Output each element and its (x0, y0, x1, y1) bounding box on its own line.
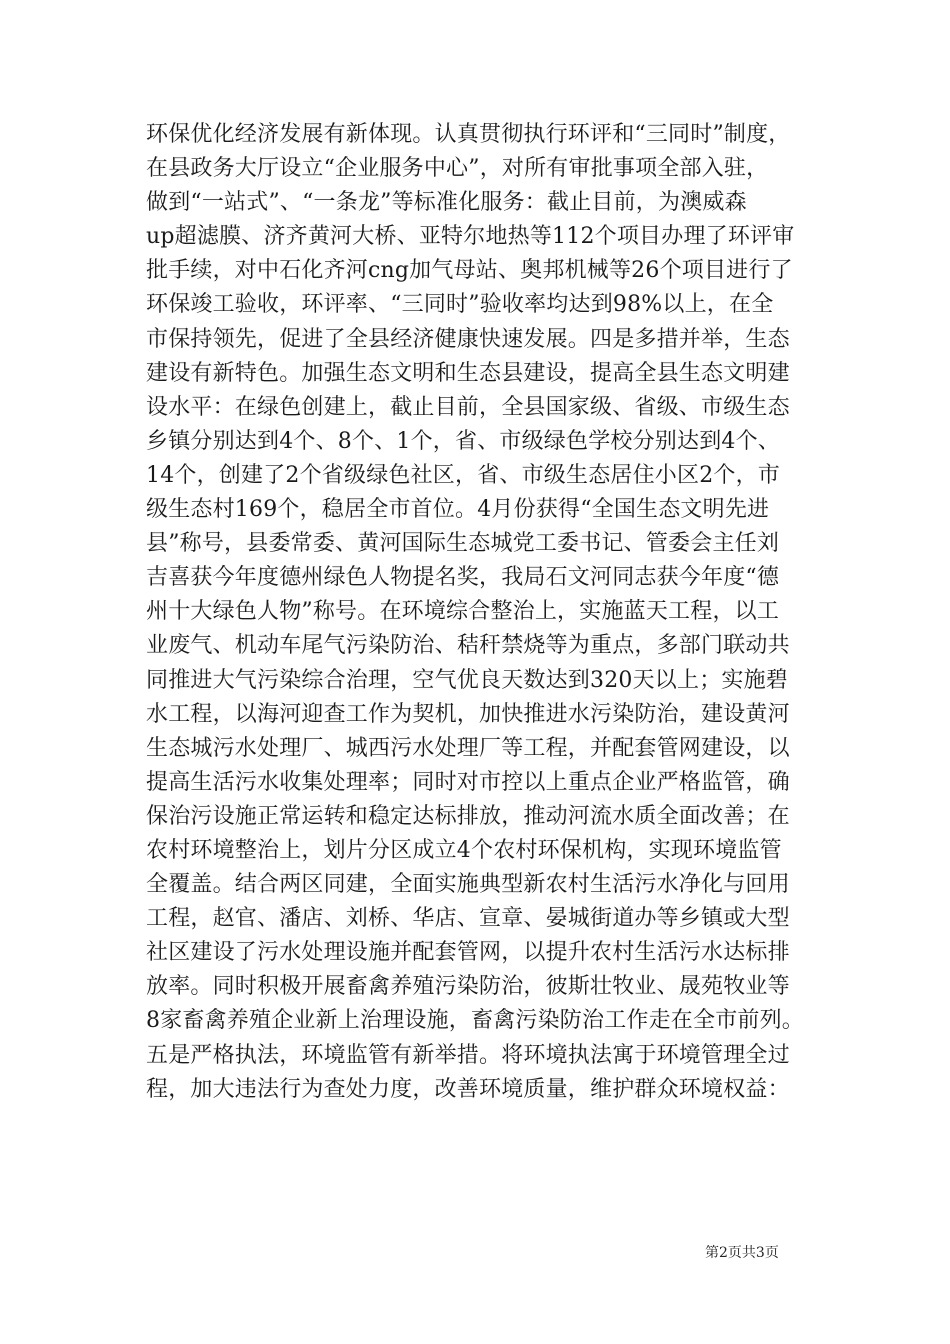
page-number: 第2页共3页 (705, 1245, 779, 1261)
text-line: 做到“一站式”、“一条龙”等标准化服务：截止目前，为澳威森 (146, 190, 747, 216)
text-line: 8家畜禽养殖企业新上治理设施，畜禽污染防治工作走在全市前列。 (146, 1008, 804, 1034)
text-line: 乡镇分别达到4个、8个、1个，省、市级绿色学校分别达到4个、 (146, 428, 780, 454)
body-text (146, 118, 836, 1107)
text-line: up超滤膜、济齐黄河大桥、亚特尔地热等112个项目办理了环评审 (146, 224, 795, 250)
text-line: 级生态村169个，稳居全市首位。4月份获得“全国生态文明先进 (146, 497, 770, 523)
text-line: 社区建设了污水处理设施并配套管网，以提升农村生活污水达标排 (146, 940, 790, 966)
text-line: 生态城污水处理厂、城西污水处理厂等工程，并配套管网建设，以 (146, 735, 790, 761)
text-line: 设水平：在绿色创建上，截止目前，全县国家级、省级、市级生态 (146, 394, 790, 420)
text-line: 提高生活污水收集处理率；同时对市控以上重点企业严格监管，确 (146, 769, 790, 795)
text-line: 建设有新特色。加强生态文明和生态县建设，提高全县生态文明建 (146, 360, 790, 386)
text-line: 14个，创建了2个省级绿色社区，省、市级生态居住小区2个，市 (146, 462, 780, 488)
text-line: 工程，赵官、潘店、刘桥、华店、宣章、晏城街道办等乡镇或大型 (146, 906, 790, 932)
text-line: 市保持领先，促进了全县经济健康快速发展。四是多措并举，生态 (146, 326, 790, 352)
text-line: 水工程，以海河迎查工作为契机，加快推进水污染防治，建设黄河 (146, 701, 790, 727)
text-line: 县”称号，县委常委、黄河国际生态城党工委书记、管委会主任刘 (146, 531, 780, 557)
text-line: 批手续，对中石化齐河cng加气母站、奥邦机械等26个项目进行了 (146, 258, 793, 284)
text-line: 程，加大违法行为查处力度，改善环境质量，维护群众环境权益： (146, 1076, 790, 1102)
text-line: 五是严格执法，环境监管有新举措。将环境执法寓于环境管理全过 (146, 1042, 790, 1068)
text-line: 环保竣工验收，环评率、“三同时”验收率均达到98%以上，在全 (146, 292, 774, 318)
text-line: 吉喜获今年度德州绿色人物提名奖，我局石文河同志获今年度“德 (146, 565, 780, 591)
text-line: 同推进大气污染综合治理，空气优良天数达到320天以上；实施碧 (146, 667, 788, 693)
text-line: 业废气、机动车尾气污染防治、秸秆禁烧等为重点，多部门联动共 (146, 633, 790, 659)
text-line: 环保优化经济发展有新体现。认真贯彻执行环评和“三同时”制度， (146, 122, 791, 147)
text-line: 全覆盖。结合两区同建，全面实施典型新农村生活污水净化与回用 (146, 872, 790, 898)
text-line: 保治污设施正常运转和稳定达标排放，推动河流水质全面改善；在 (146, 803, 790, 829)
text-line: 州十大绿色人物”称号。在环境综合整治上，实施蓝天工程，以工 (146, 599, 780, 625)
text-line: 放率。同时积极开展畜禽养殖污染防治，彼斯壮牧业、晟苑牧业等 (146, 974, 790, 1000)
text-line: 在县政务大厅设立“企业服务中心”，对所有审批事项全部入驻， (146, 156, 769, 182)
text-line: 农村环境整治上，划片分区成立4个农村环保机构，实现环境监管 (146, 837, 782, 863)
